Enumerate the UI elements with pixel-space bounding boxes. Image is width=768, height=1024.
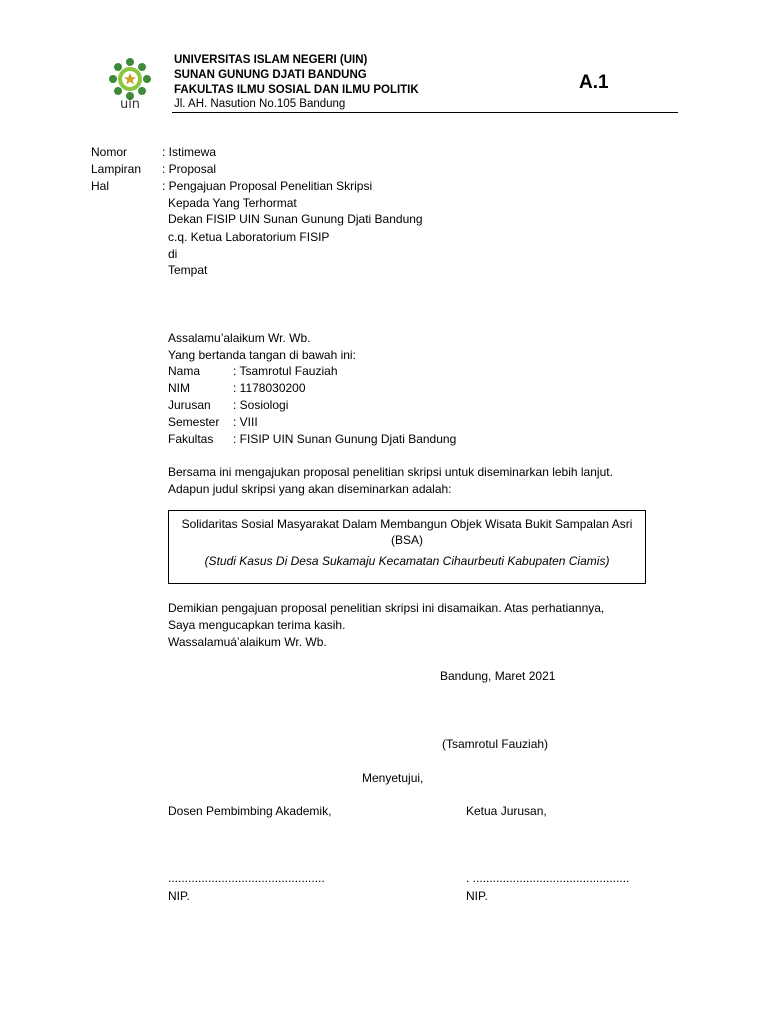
recipient-line: di (168, 247, 178, 261)
field-value: : Tsamrotul Fauziah (233, 364, 338, 378)
lampiran-value: : Proposal (162, 162, 217, 176)
closing-line: Demikian pengajuan proposal penelitian skripsi ini disamaikan. Atas perhatiannya, (168, 601, 605, 615)
recipient-line: Dekan FISIP UIN Sunan Gunung Djati Bandung (168, 212, 423, 226)
field-label: Semester (168, 415, 220, 429)
field-label: Nama (168, 364, 201, 378)
header-divider (172, 112, 678, 113)
field-value: : Sosiologi (233, 398, 289, 412)
head-signature-line: . ............................................... (466, 871, 630, 885)
address: Jl. AH. Nasution No.105 Bandung (174, 98, 346, 110)
place-date: Bandung, Maret 2021 (440, 669, 556, 683)
field-label: Fakultas (168, 432, 214, 446)
signer-name: (Tsamrotul Fauziah) (442, 737, 549, 751)
lampiran-label: Lampiran (91, 162, 142, 176)
field-value: : VIII (233, 415, 258, 429)
closing-line: Wassalamuá’alaikum Wr. Wb. (168, 635, 327, 649)
head-of-department-title: Ketua Jurusan, (466, 804, 547, 818)
thesis-subtitle: (Studi Kasus Di Desa Sukamaju Kecamatan Cihaurbeuti Kabupaten Ciamis) (204, 554, 610, 568)
advisor-title: Dosen Pembimbing Akademik, (168, 804, 332, 818)
uin-logo (98, 55, 162, 111)
thesis-title-box (168, 510, 646, 584)
recipient-line: Tempat (168, 263, 208, 277)
head-nip: NIP. (466, 889, 488, 903)
advisor-signature-line: ............................................... (168, 871, 325, 885)
campus-name: SUNAN GUNUNG DJATI BANDUNG (174, 69, 367, 81)
paragraph-line: Adapun judul skripsi yang akan diseminarkan adalah: (168, 482, 452, 496)
field-label: NIM (168, 381, 190, 395)
faculty-name: FAKULTAS ILMU SOSIAL DAN ILMU POLITIK (174, 84, 419, 96)
nomor-label: Nomor (91, 145, 128, 159)
recipient-line: Kepada Yang Terhormat (168, 196, 297, 210)
form-code: A.1 (579, 72, 609, 93)
paragraph-line: Bersama ini mengajukan proposal penelitian skripsi untuk diseminarkan lebih lanjut. (168, 465, 613, 479)
nomor-value: : Istimewa (162, 145, 217, 159)
field-value: : 1178030200 (233, 381, 306, 395)
hal-value: : Pengajuan Proposal Penelitian Skripsi (162, 179, 373, 193)
svg-text:uin: uin (119, 97, 141, 111)
intro-text: Yang bertanda tangan di bawah ini: (168, 348, 356, 362)
closing-line: Saya mengucapkan terima kasih. (168, 618, 346, 632)
thesis-title: Solidaritas Sosial Masyarakat Dalam Membangun Objek Wisata Bukit Sampalan Asri (BSA) (181, 517, 633, 547)
greeting: Assalamu’alaikum Wr. Wb. (168, 331, 311, 345)
field-value: : FISIP UIN Sunan Gunung Djati Bandung (233, 432, 457, 446)
recipient-line: c.q. Ketua Laboratorium FISIP (168, 230, 330, 244)
approval-text: Menyetujui, (362, 771, 424, 785)
advisor-nip: NIP. (168, 889, 190, 903)
university-name: UNIVERSITAS ISLAM NEGERI (UIN) (174, 54, 368, 66)
hal-label: Hal (91, 179, 110, 193)
field-label: Jurusan (168, 398, 211, 412)
